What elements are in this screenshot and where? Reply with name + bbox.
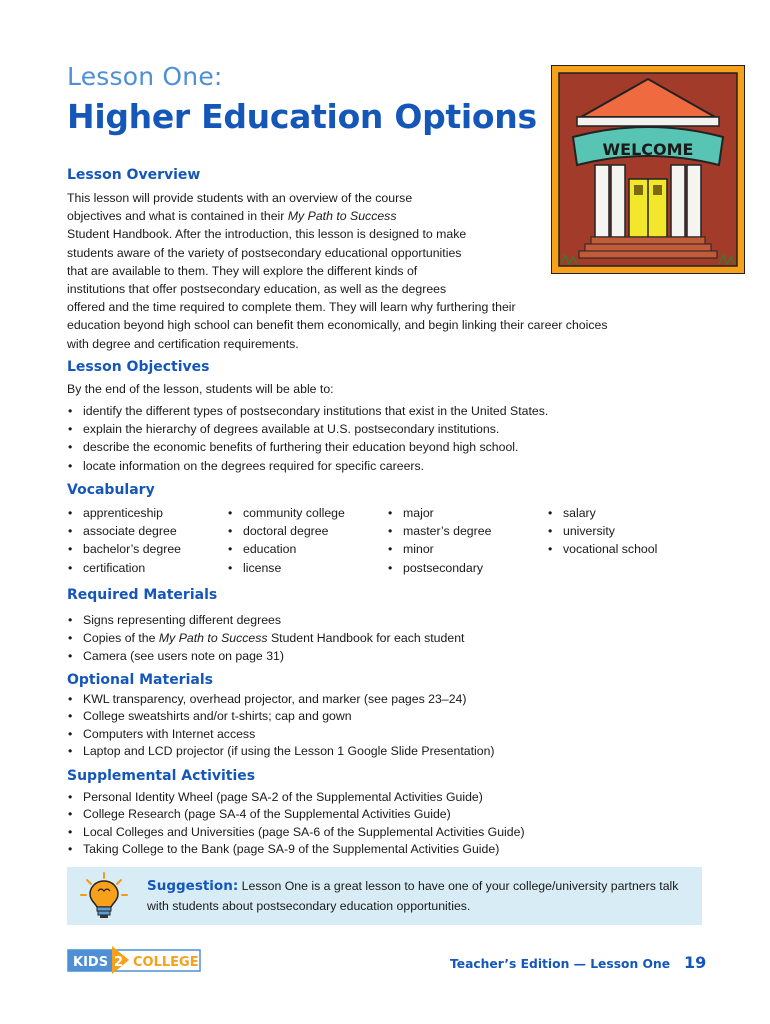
overview-paragraph <box>67 189 608 353</box>
required-materials-heading: Required Materials <box>67 587 218 603</box>
required-materials-list <box>67 611 464 666</box>
suggestion-label: Suggestion: <box>147 878 239 894</box>
optional-materials-heading: Optional Materials <box>67 672 213 688</box>
vocab-item: • bachelor’s degree <box>67 540 181 558</box>
objectives-heading: Lesson Objectives <box>67 359 210 375</box>
vocab-item: • vocational school <box>547 540 657 558</box>
kids-2-college-logo <box>67 946 201 974</box>
vocabulary-column-4 <box>547 504 657 559</box>
overview-line: objectives and what is contained in their My Path to Success <box>67 209 397 224</box>
vocab-item: • university <box>547 522 657 540</box>
optional-materials-list <box>67 691 495 761</box>
list-item: • College sweatshirts and/or t-shirts; cap and gown <box>67 708 495 725</box>
handbook-title: My Path to Success <box>287 209 397 224</box>
list-item: • locate information on the degrees required for specific careers. <box>67 457 548 475</box>
list-item: • identify the different types of postsecondary institutions that exist in the United States. <box>67 402 548 420</box>
list-item: • Camera (see users note on page 31) <box>67 647 464 665</box>
lightbulb-icon <box>79 871 129 921</box>
list-item: • College Research (page SA-4 of the Supplemental Activities Guide) <box>67 806 525 823</box>
vocab-item: • minor <box>387 540 491 558</box>
overview-heading: Lesson Overview <box>67 167 201 183</box>
vocab-item: • major <box>387 504 491 522</box>
vocab-item: • apprenticeship <box>67 504 181 522</box>
vocab-item: • license <box>227 559 345 577</box>
list-item: • Laptop and LCD projector (if using the Lesson 1 Google Slide Presentation) <box>67 743 495 760</box>
vocab-item: • doctoral degree <box>227 522 345 540</box>
overview-line: that are available to them. They will explore the different kinds of <box>67 263 418 278</box>
objectives-list <box>67 402 548 475</box>
list-item: • describe the economic benefits of furthering their education beyond high school. <box>67 438 548 456</box>
page-title: Higher Education Options <box>67 97 537 136</box>
list-item: • KWL transparency, overhead projector, and marker (see pages 23–24) <box>67 691 495 708</box>
vocab-item: • salary <box>547 504 657 522</box>
vocab-item: • community college <box>227 504 345 522</box>
list-item: • Local Colleges and Universities (page SA-6 of the Supplemental Activities Guide) <box>67 824 525 841</box>
list-item: • explain the hierarchy of degrees available at U.S. postsecondary institutions. <box>67 420 548 438</box>
vocab-item: • postsecondary <box>387 559 491 577</box>
svg-text:COLLEGE: COLLEGE <box>133 955 199 970</box>
vocabulary-heading: Vocabulary <box>67 482 155 498</box>
overview-line: offered and the time required to complete them. They will learn why furthering their <box>67 300 516 315</box>
vocabulary-column-2 <box>227 504 345 577</box>
page-number: 19 <box>684 953 707 972</box>
vocabulary-column-3 <box>387 504 491 577</box>
list-item: • Computers with Internet access <box>67 726 495 743</box>
overview-line: This lesson will provide students with an overview of the course <box>67 191 413 205</box>
list-item: • Personal Identity Wheel (page SA-2 of the Supplemental Activities Guide) <box>67 789 525 806</box>
lesson-label: Lesson One: <box>67 62 223 91</box>
objectives-intro: By the end of the lesson, students will be able to: <box>67 382 334 396</box>
suggestion-box <box>67 867 702 925</box>
overview-line: students aware of the variety of postsecondary educational opportunities <box>67 245 462 260</box>
vocab-item: • education <box>227 540 345 558</box>
overview-line: institutions that offer postsecondary education, as well as the degrees <box>67 282 447 297</box>
vocab-item: • associate degree <box>67 522 181 540</box>
svg-text:KIDS: KIDS <box>73 955 109 970</box>
list-item: • Copies of the My Path to Success Student Handbook for each student <box>67 629 464 647</box>
svg-text:2: 2 <box>114 955 124 970</box>
banner-text: WELCOME <box>602 140 694 159</box>
suggestion-text: Suggestion: Lesson One is a great lesson to have one of your college/university partners talk with students about postsecondary education opportunities. <box>147 878 679 913</box>
handbook-title: My Path to Success <box>158 631 268 646</box>
overview-line: education beyond high school can benefit them economically, and begin linking their career choices <box>67 318 608 333</box>
footer-label: Teacher’s Edition — Lesson One <box>450 957 671 971</box>
supplemental-list <box>67 789 525 859</box>
list-item: • Signs representing different degrees <box>67 611 464 629</box>
overview-line: with degree and certification requirements. <box>67 336 299 351</box>
supplemental-heading: Supplemental Activities <box>67 768 256 784</box>
vocabulary-column-1 <box>67 504 181 577</box>
vocab-item: • master’s degree <box>387 522 491 540</box>
overview-line: Student Handbook. After the introduction, this lesson is designed to make <box>67 227 467 242</box>
vocab-item: • certification <box>67 559 181 577</box>
list-item: • Taking College to the Bank (page SA-9 of the Supplemental Activities Guide) <box>67 841 525 858</box>
